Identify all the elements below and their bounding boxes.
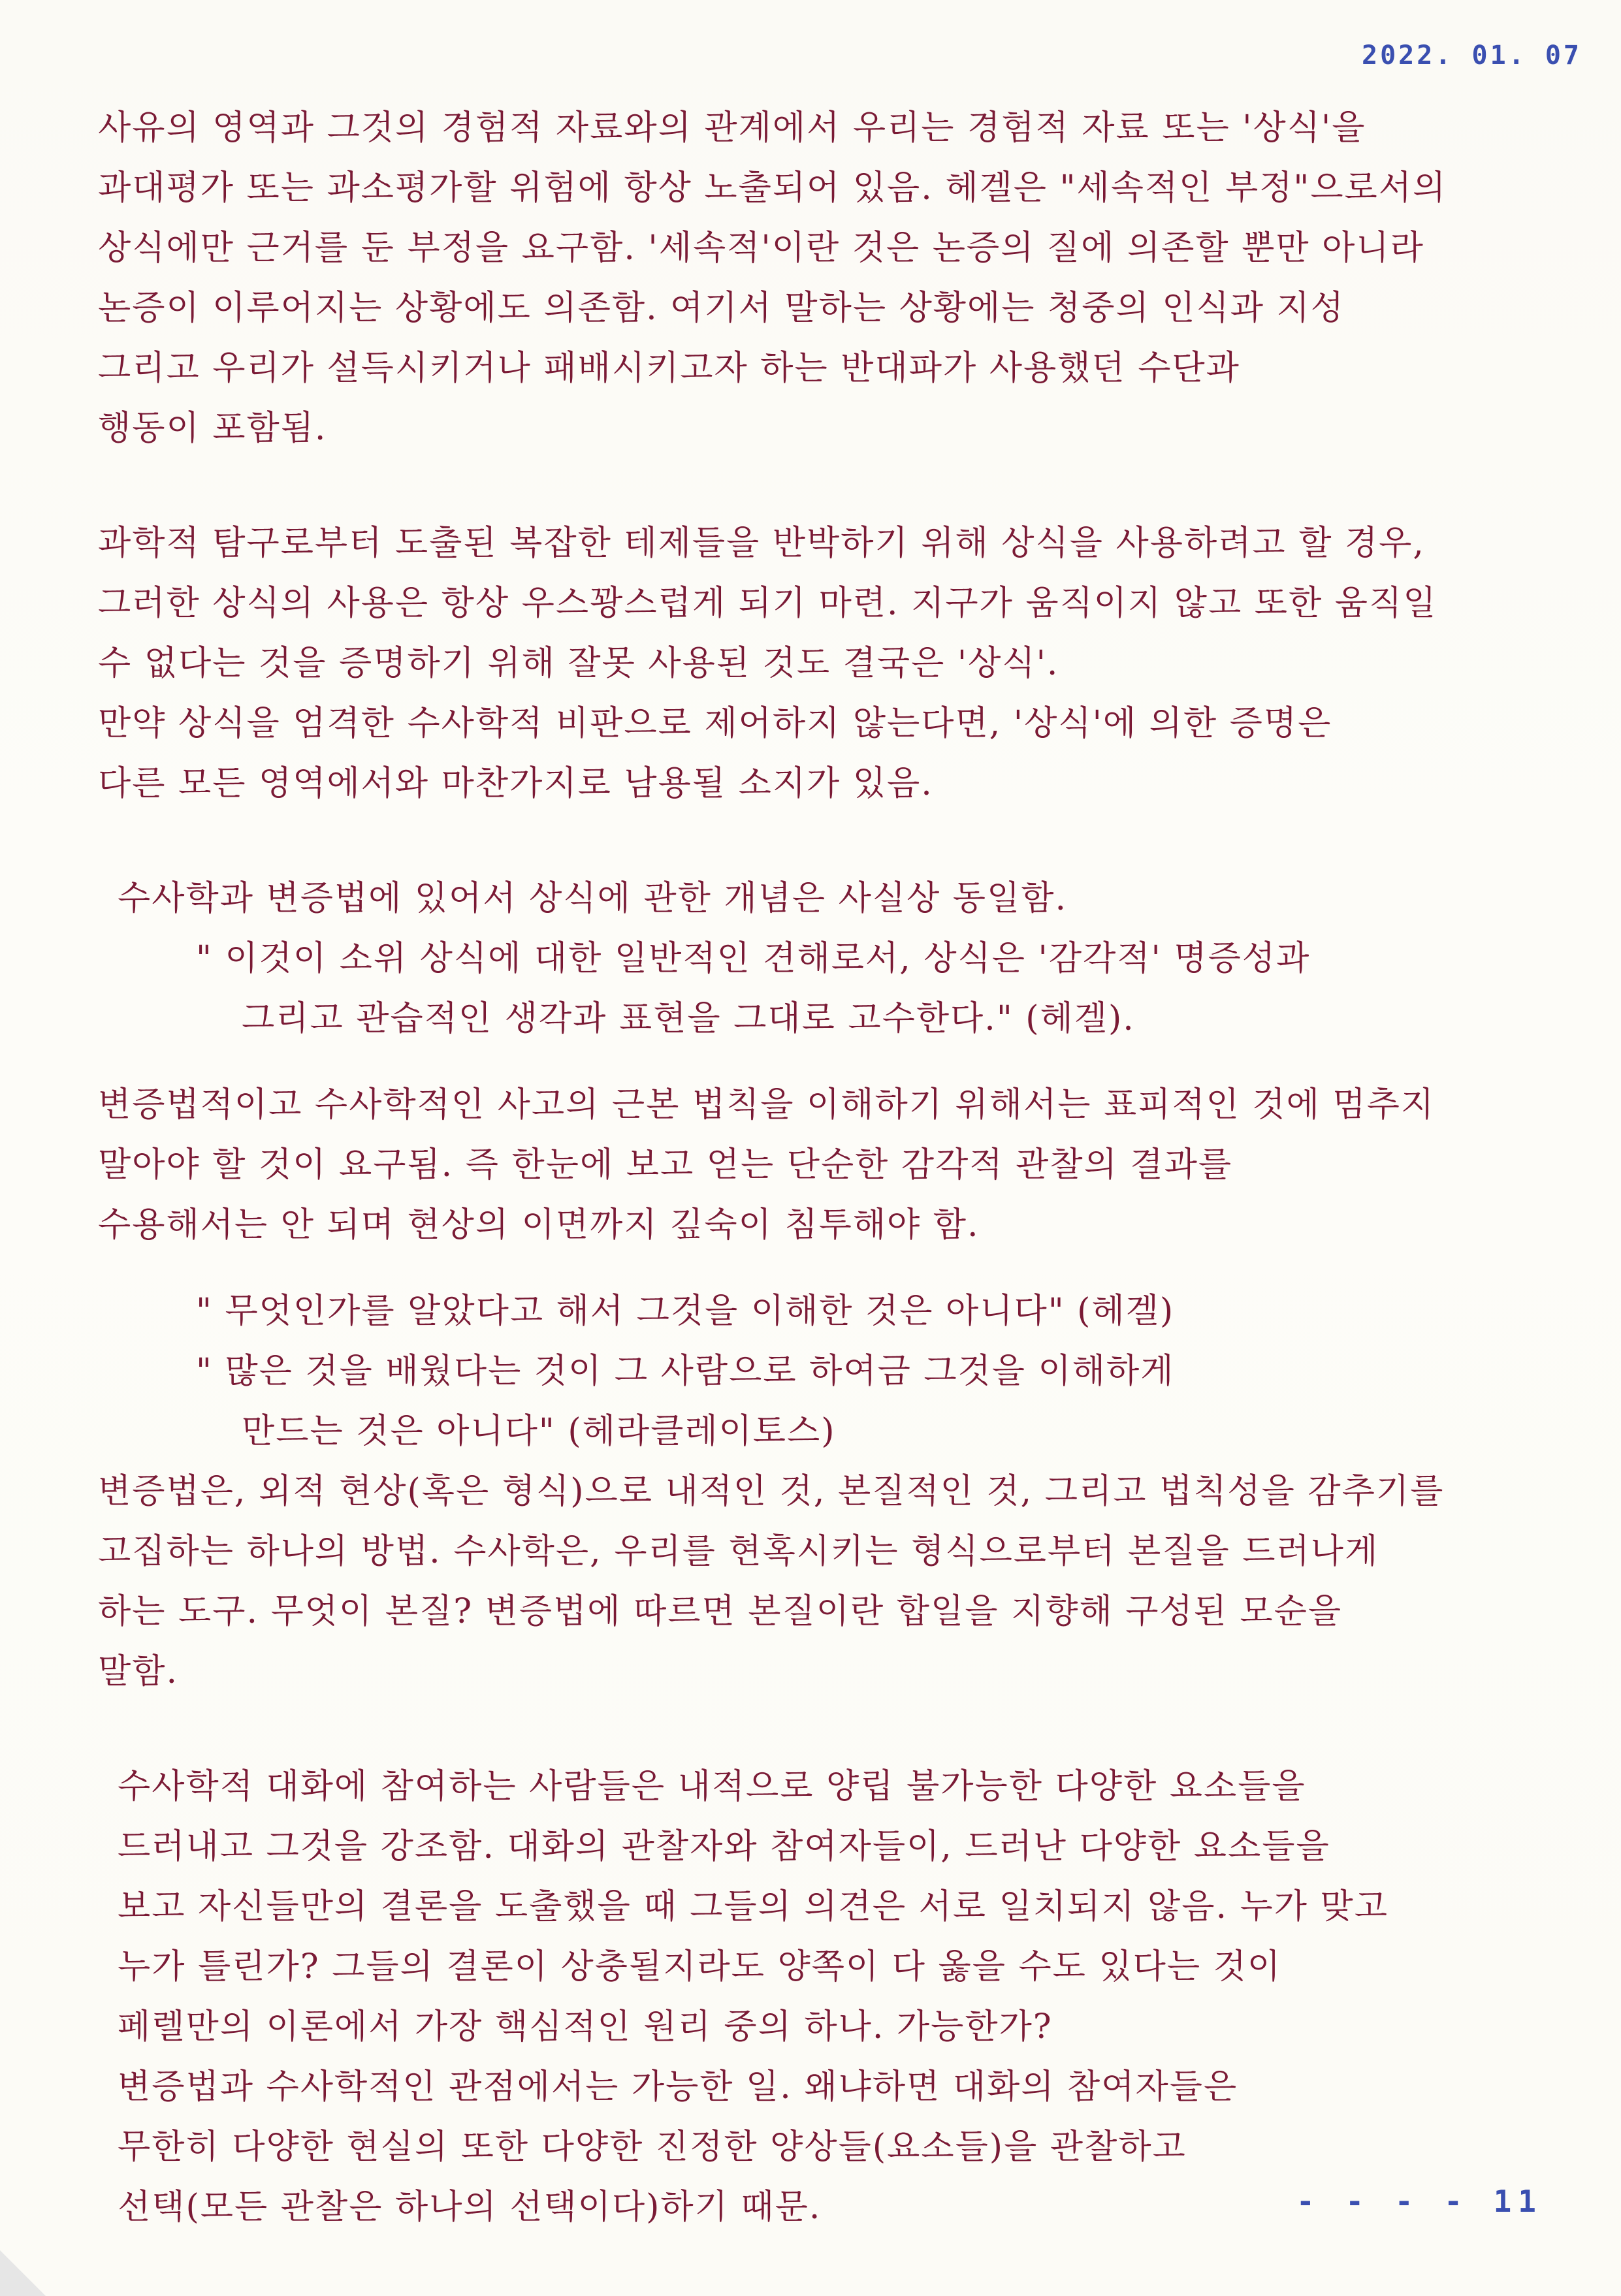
text-line: 과학적 탐구로부터 도출된 복잡한 테제들을 반박하기 위해 상식을 사용하려고 할 경우, (98, 524, 1425, 563)
quote-line: " 이것이 소위 상식에 대한 일반적인 견해로서, 상식은 '감각적' 명증성과 (196, 939, 1311, 978)
text-line: 논증이 이루어지는 상황에도 의존함. 여기서 말하는 상황에는 청중의 인식과 지성 (98, 289, 1345, 328)
text-line: 그러한 상식의 사용은 항상 우스꽝스럽게 되기 마련. 지구가 움직이지 않고 또한 움직일 (98, 584, 1437, 623)
paragraph-2 (98, 513, 1535, 814)
text-line: 수사학적 대화에 참여하는 사람들은 내적으로 양립 불가능한 다양한 요소들을 (118, 1767, 1306, 1806)
handwritten-notes (98, 98, 1535, 2237)
text-line: 말함. (98, 1652, 178, 1691)
paragraph-4 (98, 1075, 1535, 1255)
page-number: - - - - 11 (1296, 2184, 1543, 2219)
paragraph-1 (98, 98, 1535, 458)
text-line: 그리고 우리가 설득시키거나 패배시키고자 하는 반대파가 사용했던 수단과 (98, 349, 1240, 388)
text-line: 다른 모든 영역에서와 마찬가지로 남용될 소지가 있음. (98, 764, 933, 803)
quote-hegel-knowing (98, 1281, 1535, 1341)
text-line: 선택(모든 관찰은 하나의 선택이다)하기 때문. (118, 2188, 822, 2227)
date-stamp: 2022. 01. 07 (1362, 40, 1582, 71)
page-corner-fold (0, 2250, 46, 2296)
text-line: 변증법적이고 수사학적인 사고의 근본 법칙을 이해하기 위해서는 표피적인 것에 멈추지 (98, 1085, 1436, 1124)
text-line: 말아야 할 것이 요구됨. 즉 한눈에 보고 얻는 단순한 감각적 관찰의 결과를 (98, 1145, 1233, 1185)
paragraph-5 (98, 1461, 1535, 1702)
text-line: 과대평가 또는 과소평가할 위험에 항상 노출되어 있음. 헤겔은 "세속적인 부정"으로서의 (98, 168, 1447, 208)
text-line: 드러내고 그것을 강조함. 대화의 관찰자와 참여자들이, 드러난 다양한 요소들을 (118, 1827, 1330, 1866)
text-line: 무한히 다양한 현실의 또한 다양한 진정한 양상들(요소들)을 관찰하고 (118, 2128, 1187, 2167)
text-line: 하는 도구. 무엇이 본질? 변증법에 따르면 본질이란 합일을 지향해 구성된 모순을 (98, 1592, 1343, 1631)
quote-line: 만드는 것은 아니다" (헤라클레이토스) (242, 1412, 836, 1451)
quote-line: " 무엇인가를 알았다고 해서 그것을 이해한 것은 아니다" (헤겔) (196, 1292, 1175, 1331)
text-line: 사유의 영역과 그것의 경험적 자료와의 관계에서 우리는 경험적 자료 또는 '상식'을 (98, 108, 1366, 148)
text-line: 수 없다는 것을 증명하기 위해 잘못 사용된 것도 결국은 '상식'. (98, 644, 1059, 683)
paragraph-3 (98, 869, 1535, 929)
text-line: 변증법과 수사학적인 관점에서는 가능한 일. 왜냐하면 대화의 참여자들은 (118, 2067, 1238, 2107)
text-line: 페렐만의 이론에서 가장 핵심적인 원리 중의 하나. 가능한가? (118, 2007, 1053, 2047)
text-line: 만약 상식을 엄격한 수사학적 비판으로 제어하지 않는다면, '상식'에 의한 증명은 (98, 704, 1332, 743)
quote-line: 그리고 관습적인 생각과 표현을 그대로 고수한다." (헤겔). (242, 999, 1135, 1038)
paragraph-6 (98, 1757, 1535, 2237)
text-line: 누가 틀린가? 그들의 결론이 상충될지라도 양쪽이 다 옳을 수도 있다는 것이 (118, 1947, 1282, 1986)
text-line: 보고 자신들만의 결론을 도출했을 때 그들의 의견은 서로 일치되지 않음. 누가 맞고 (118, 1887, 1389, 1926)
quote-hegel-common-sense (98, 929, 1535, 1049)
text-line: 상식에만 근거를 둔 부정을 요구함. '세속적'이란 것은 논증의 질에 의존할 뿐만 아니라 (98, 229, 1424, 268)
text-line: 고집하는 하나의 방법. 수사학은, 우리를 현혹시키는 형식으로부터 본질을 드러나게 (98, 1532, 1379, 1571)
quote-line: " 많은 것을 배웠다는 것이 그 사람으로 하여금 그것을 이해하게 (196, 1352, 1175, 1391)
text-line: 변증법은, 외적 현상(혹은 형식)으로 내적인 것, 본질적인 것, 그리고 법칙성을 감추기를 (98, 1472, 1445, 1511)
text-line: 행동이 포함됨. (98, 409, 327, 448)
quote-heraclitus (98, 1341, 1535, 1461)
text-line: 수용해서는 안 되며 현상의 이면까지 깊숙이 침투해야 함. (98, 1205, 980, 1245)
text-line: 수사학과 변증법에 있어서 상식에 관한 개념은 사실상 동일함. (118, 879, 1068, 918)
